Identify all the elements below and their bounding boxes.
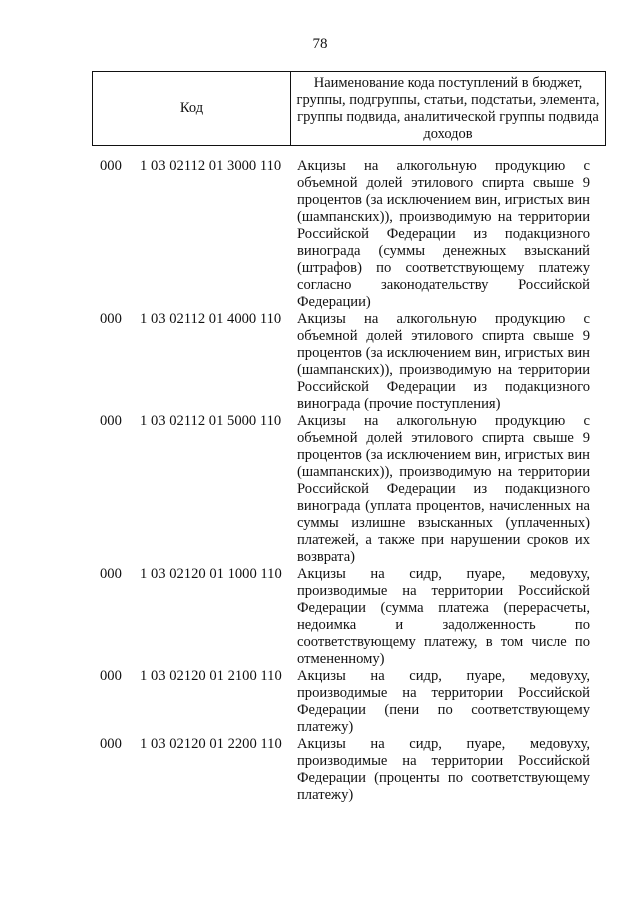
income-code: 1 03 02120 01 1000 110 <box>140 566 282 582</box>
table-row <box>100 668 590 736</box>
income-code: 1 03 02112 01 5000 110 <box>140 413 282 429</box>
table-row <box>100 566 590 668</box>
income-codes-list <box>100 158 590 804</box>
income-code: 1 03 02112 01 4000 110 <box>140 311 282 327</box>
admin-code: 000 <box>100 736 122 752</box>
header-name-label: Наименование кода поступлений в бюджет, группы, подгруппы, статьи, подстатьи, элемента, группы подвида, аналитической группы подвида доходов <box>296 74 600 142</box>
table-row <box>100 413 590 566</box>
income-code-name: Акцизы на алкогольную продукцию с объемной долей этилового спирта свыше 9 процентов (за исключением вин, игристых вин (шампанских)), производимую на территории Российской Федерации из подакцизного винограда (уплата процентов, начисленных на суммы излишне взысканных (уплаченных) платежей, а также при нарушении сроков их возврата) <box>297 413 590 565</box>
admin-code: 000 <box>100 158 122 174</box>
income-code: 1 03 02120 01 2200 110 <box>140 736 282 752</box>
admin-code: 000 <box>100 668 122 684</box>
admin-code: 000 <box>100 566 122 582</box>
income-code-name: Акцизы на сидр, пуаре, медовуху, производимые на территории Российской Федерации (сумма платежа (перерасчеты, недоимка и задолженность по соответствующему платежу, в том числе по отмененному) <box>297 566 590 667</box>
table-row <box>100 311 590 413</box>
income-code: 1 03 02120 01 2100 110 <box>140 668 282 684</box>
income-code-name: Акцизы на алкогольную продукцию с объемной долей этилового спирта свыше 9 процентов (за исключением вин, игристых вин (шампанских)), производимую на территории Российской Федерации из подакцизного винограда (прочие поступления) <box>297 311 590 412</box>
table-header <box>92 71 606 146</box>
header-code-label: Код <box>179 100 204 116</box>
admin-code: 000 <box>100 311 122 327</box>
income-code-name: Акцизы на сидр, пуаре, медовуху, производимые на территории Российской Федерации (пени по соответствующему платежу) <box>297 668 590 735</box>
income-code: 1 03 02112 01 3000 110 <box>140 158 282 174</box>
admin-code: 000 <box>100 413 122 429</box>
income-code-name: Акцизы на сидр, пуаре, медовуху, производимые на территории Российской Федерации (проценты по соответствующему платежу) <box>297 736 590 803</box>
table-row <box>100 158 590 311</box>
table-row <box>100 736 590 804</box>
page-number: 78 <box>312 36 328 52</box>
income-code-name: Акцизы на алкогольную продукцию с объемной долей этилового спирта свыше 9 процентов (за исключением вин, игристых вин (шампанских)), производимую на территории Российской Федерации из подакцизного винограда (суммы денежных взысканий (штрафов) по соответствующему платежу согласно законодательству Российской Федерации) <box>297 158 590 310</box>
